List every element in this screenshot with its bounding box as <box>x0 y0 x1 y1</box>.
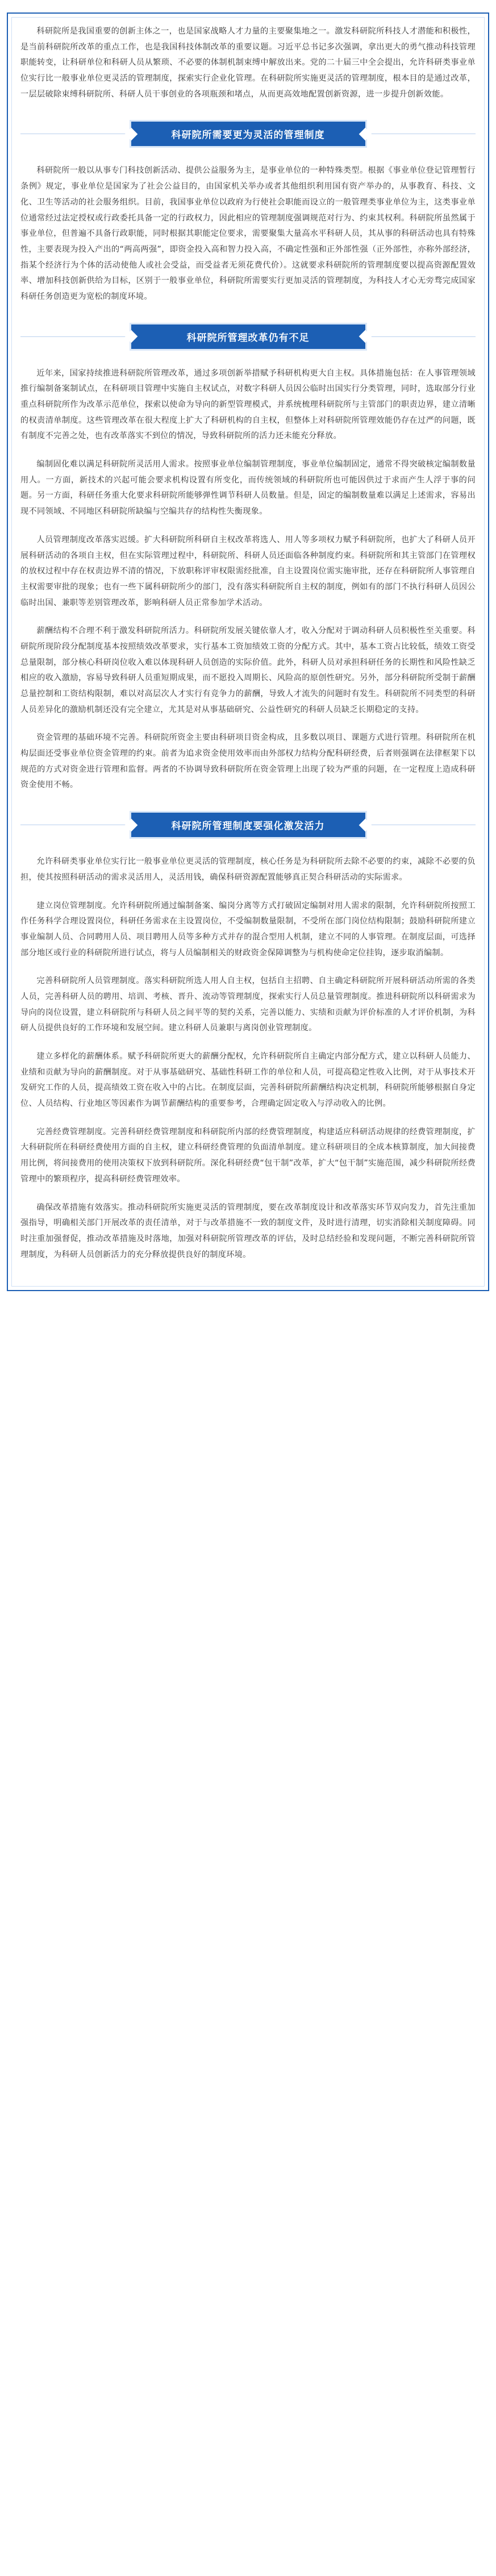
paragraph: 确保改革措施有效落实。推动科研院所实施更灵活的管理制度，要在改革制度设计和改革落实环节双向发力，首先注重加强指导，明确相关部门开展改革的责任清单，对于与改革措施不一致的制度文件，及时进行清理，切实消除相关制度障碍。同时注重加强督促，推动改革措施及时落地，加强对科研院所管理改革的评估，及时总结经验和发现问题，不断完善科研院所管理制度，为科研人员创新活力的充分释放提供良好的制度环境。 <box>20 1202 476 1259</box>
section-heading <box>20 813 476 837</box>
section-intro <box>20 24 476 102</box>
paragraph: 完善科研院所人员管理制度。落实科研院所选人用人自主权，包括自主招聘、自主确定科研院所开展科研活动所需的各类人员，完善科研人员的聘用、培训、考核、晋升、流动等管理制度，探索实行人员总量管理制度。推进科研院所以科研需求为导向的岗位设置，建立科研院所与科研人员之间平等的契约关系，完善以能力、实绩和贡献为评价标准的人才评价机制，为科研人员提供良好的工作环境和发展空间。建立科研人员兼职与离岗创业管理制度。 <box>20 976 476 1033</box>
section-heading <box>20 324 476 349</box>
section-heading-label: 科研院所管理改革仍有不足 <box>131 324 365 349</box>
heading-divider <box>20 336 131 337</box>
section-reform-shortcomings <box>20 324 476 794</box>
paragraph: 近年来，国家持续推进科研院所管理改革，通过多项创新举措赋予科研机构更大自主权。具体措施包括：在人事管理领域推行编制备案制试点，在科研项目管理中实施自主权试点，对数字科研人员因公临时出国实行分类管理，同时，选取部分行业重点科研院所作为改革示范单位，探索以使命为导向的新型管理模式，并系统梳理科研院所与主管部门的职责边界，建立清晰的权责清单制度。这些管理改革在很大程度上扩大了科研机构的自主权，但整体上对科研院所管理效能仍存在过严的问题，既有制度不完善之处，也有改革落实不到位的情况，导致科研院所的活力还未能充分释放。 <box>20 368 476 441</box>
paragraph: 建立多样化的薪酬体系。赋予科研院所更大的薪酬分配权，允许科研院所自主确定内部分配方式，建立以科研人员能力、业绩和贡献为导向的薪酬制度。对于从事基础研究、基础性科研工作的单位和人员，可提高稳定性收入比例，对于从事技术开发研究工作的人员，提高绩效工资在收入中的占比。在制度层面，完善科研院所薪酬结构决定机制，科研院所能够根据自身定位、人员结构、行业地区等因素作为调节薪酬结构的重要参考，合理确定固定收入与浮动收入的比例。 <box>20 1052 476 1109</box>
paragraph: 完善经费管理制度。完善科研经费管理制度和科研院所内部的经费管理制度，构建适应科研活动规律的经费管理制度，扩大科研院所在科研经费使用方面的自主权，建立科研经费管理的负面清单制度。建立科研项目的全成本核算制度，加大间接费用比例，将间接费用的使用决策权下放到科研院所。深化科研经费“包干制”改革，扩大“包干制”实施范围，减少科研院所经费管理中的繁琐程序，提高科研经费管理效率。 <box>20 1127 476 1184</box>
paragraph: 资金管理的基础环境不完善。科研院所资金主要由科研项目资金构成，且多数以项目、课题方式进行管理。科研院所在机构层面还受事业单位资金管理的约束。前者为追求资金使用效率而由外部权力结构分配科研经费，后者则强调在法律框架下以规范的方式对资金进行管理和监督。两者的不协调导致科研院所在资金管理上出现了较为严重的问题，在一定程度上造成科研资金使用不畅。 <box>20 733 476 790</box>
section-heading <box>20 122 476 146</box>
section-flexible-management <box>20 122 476 305</box>
paragraph: 科研院所一般以从事专门科技创新活动、提供公益服务为主，是事业单位的一种特殊类型。根据《事业单位登记管理暂行条例》规定，事业单位是国家为了社会公益目的，由国家机关举办或者其他组织利用国有资产举办的，从事教育、科技、文化、卫生等活动的社会服务组织。目前，我国事业单位以政府为行使社会职能而设立的一般管理类事业单位为主，这类事业单位通常经过法定授权或行政委托具备一定的行政权力，因此相应的管理制度强调规范对行为、约束其权利。科研院所虽然属于事业单位，但普遍不具备行政职能，同时根据其职能定位要求，需要聚集大量高水平科研人员，其从事的科研活动也具有特殊性，主要表现为投入产出的“两高两强”，即资金投入高和智力投入高，不确定性强和正外部性强（正外部性，亦称外部经济，指某个经济行为个体的活动使他人或社会受益，而受益者无须花费代价）。这就要求科研院所的管理制度要以提高资源配置效率、增加科技创新供给为目标，区别于一般事业单位，科研院所需要实行更加灵活的管理制度，为科技人才心无旁骛完成国家科研任务创造更为宽松的制度环境。 <box>20 166 476 301</box>
section-heading-label: 科研院所管理制度要强化激发活力 <box>131 813 365 837</box>
paragraph: 允许科研类事业单位实行比一般事业单位更灵活的管理制度，核心任务是为科研院所去除不必要的约束，减除不必要的负担，使其按照科研活动的需求灵活用人，灵活用钱，确保科研资源配置能够真正契合科研活动的实际需求。 <box>20 857 476 882</box>
paragraph: 薪酬结构不合理不利于激发科研院所活力。科研院所发展关键依靠人才，收入分配对于调动科研人员积极性至关重要。科研院所现阶段分配制度基本按照绩效改革要求，实行基本工资加绩效工资的分配方式。其中，基本工资占比较低，绩效工资受总量限制，部分核心科研岗位收入难以体现科研人员创造的实际价值。此外，科研人员对承担科研任务的长期性和风险性缺乏相应的收入激励，容易导致科研人员重短期成果，而不愿投入周期长、风险高的原创性研究。另外，部分科研院所受制于薪酬总量控制和工资结构限制，难以对高层次人才实行有竞争力的薪酬，导致人才流失的问题时有发生。科研院所不同类型的科研人员差异化的激励机制还没有完全建立，尤其是对从事基础研究、公益性研究的科研人员缺乏长期稳定的支持。 <box>20 626 476 714</box>
heading-divider <box>365 336 476 337</box>
paragraph: 建立岗位管理制度。允许科研院所通过编制备案、编岗分离等方式打破固定编制对用人需求的限制，允许科研院所按照工作任务科学合理设置岗位，科研任务需求在主设置岗位，不受编制数量限制，不受所在部门岗位结构限制；鼓励科研院所建立事业编制人员、合同聘用人员、项目聘用人员等多种方式并存的混合型用人机制，建立不同的人事管理。在制度层面，可选择部分地区或行业的科研院所进行试点，将与人员编制相关的财政资金保障调整为与机构使命定位挂钩，逐步取消编制。 <box>20 901 476 958</box>
article-frame <box>7 13 489 1291</box>
section-heading-label: 科研院所需要更为灵活的管理制度 <box>131 122 365 146</box>
paragraph: 人员管理制度改革落实迟缓。扩大科研院所科研自主权改革将选人、用人等多项权力赋予科研院所，也扩大了科研人员开展科研活动的各项自主权，但在实际管理过程中，科研院所、科研人员还面临各种制度约束。科研院所和其主管部门在管理权的放权过程中存在权责边界不清的情况，下放职称评审权限需经批准，自主设置岗位需实施审批，还存在科研院所人事管理自主权需要审批的现象；也有一些下属科研院所少的部门，没有落实科研院所自主权的制度，例如有的部门不执行科研人员因公临时出国、兼职等差别管理改革，影响科研人员正常参加学术活动。 <box>20 535 476 607</box>
paragraph: 科研院所是我国重要的创新主体之一，也是国家战略人才力量的主要聚集地之一。激发科研院所科技人才潜能和积极性，是当前科研院所改革的重点工作，也是我国科技体制改革的重要议题。习近平总书记多次强调，拿出更大的勇气推动科技管理职能转变，让科研单位和科研人员从繁琐、不必要的体制机制束缚中解放出来。党的二十届三中全会提出，允许科研类事业单位实行比一般事业单位更灵活的管理制度，探索实行企业化管理。在科研院所实施更灵活的管理制度，根本目的是通过改革，一层层破除束缚科研院所、科研人员干事创业的各项瓶颈和堵点，从而更高效地配置创新资源，进一步提升创新效能。 <box>20 27 476 99</box>
paragraph: 编制固化难以满足科研院所灵活用人需求。按照事业单位编制管理制度，事业单位编制固定，通常不得突破核定编制数量用人。一方面，新技术的兴起可能会要求机构设置有所变化，而传统领域的科研院所也可能因供过于求而产生人浮于事的问题。另一方面，科研任务重大化要求科研院所能够弹性调节科研人员数量。但是，固定的编制数量难以满足上述需求，容易出现不同领域、不同地区科研院所缺编与空编共存的结构性失衡现象。 <box>20 460 476 517</box>
section-stimulate-vitality <box>20 813 476 1263</box>
